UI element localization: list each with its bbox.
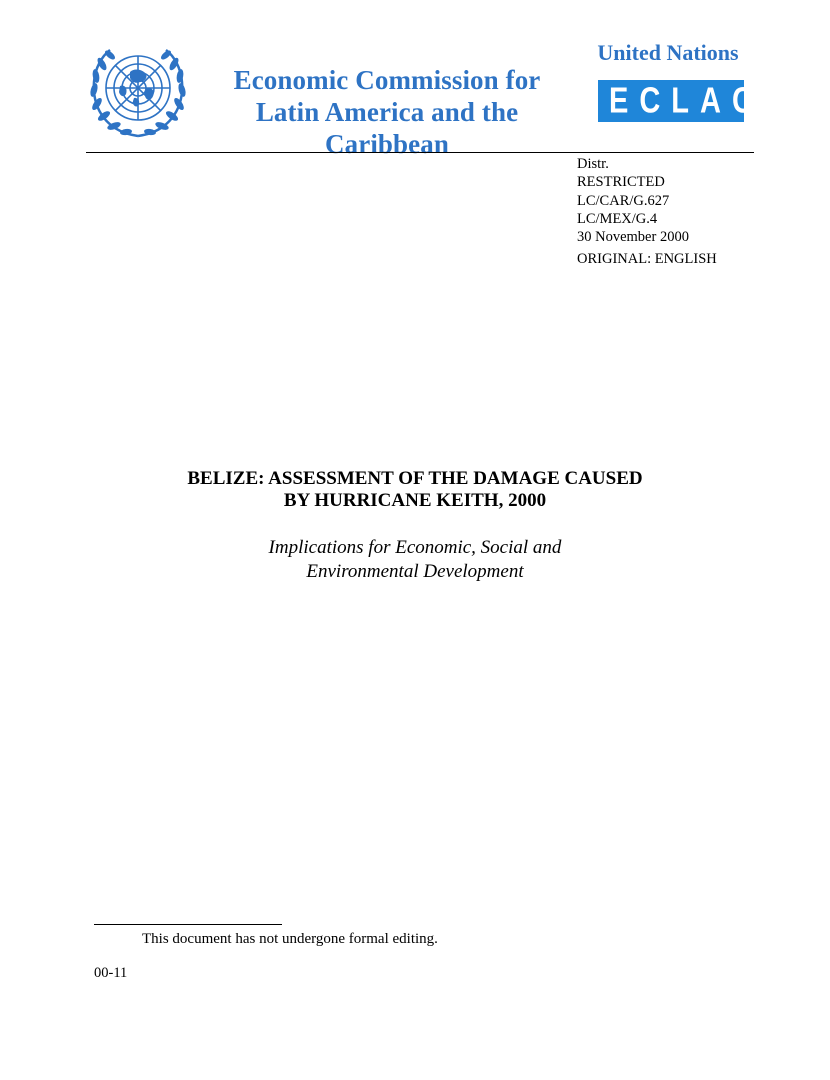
document-subtitle-line: Implications for Economic, Social and [268,537,562,558]
header-divider [86,152,754,153]
document-title [0,468,830,512]
document-title-line: BY HURRICANE KEITH, 2000 [283,490,547,511]
document-date: 30 November 2000 [577,229,689,246]
eclac-logo-text: ECLAC [609,81,764,121]
footnote-text: This document has not undergone formal editing. [142,931,438,947]
eclac-logo [598,80,764,122]
distribution-line: RESTRICTED [577,174,665,191]
document-symbol: LC/MEX/G.4 [577,210,658,227]
document-subtitle-line: Environmental Development [306,561,524,582]
commission-name [192,64,582,160]
distribution-block [577,155,689,246]
document-symbol: LC/CAR/G.627 [577,192,670,209]
document-number: 00-11 [94,965,128,981]
commission-name-line: Economic Commission for [233,65,541,95]
un-emblem-icon [86,42,190,142]
document-subtitle [0,536,830,584]
distribution-line: Distr. [577,156,609,172]
footnote-divider [94,924,282,925]
document-title-line: BELIZE: ASSESSMENT OF THE DAMAGE CAUSED [187,468,643,489]
commission-name-line: Latin America and the Caribbean [255,97,519,159]
original-language: ORIGINAL: ENGLISH [577,251,717,267]
united-nations-label: United Nations [597,40,739,65]
